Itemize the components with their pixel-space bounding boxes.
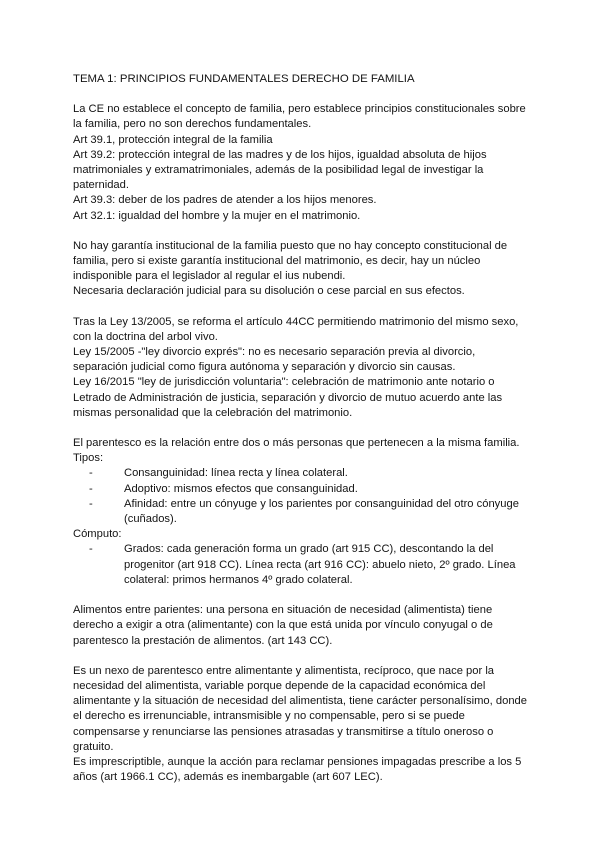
- ley-15-2005-paragraph: Ley 15/2005 -"ley divorcio exprés": no es necesario separación previa al divorcio, separación judicial como figura autónoma y separación y divorcio sin causas.: [73, 346, 476, 374]
- art-39-1-line: Art 39.1, protección integral de la familia: [73, 133, 273, 146]
- list-item: - Adoptivo: mismos efectos que consanguinidad.: [89, 482, 530, 497]
- ley-16-2015-paragraph: Ley 16/2015 "ley de jurisdicción voluntaria": celebración de matrimonio ante notario o Letrado de Administración de justicia, separación y divorcio de mutuo acuerdo ante las mismas personalidad que la celebración del matrimonio.: [73, 376, 503, 419]
- nexo-paragraph: Es un nexo de parentesco entre alimentante y alimentista, recíproco, que nace por la necesidad del alimentista, variable porque depende de la capacidad económica del alimentante y la situación de necesidad del alimentista, tiene carácter personalísimo, donde el derecho es irrenunciable, intransmisible y no compensable, pero si se puede compensarse y renunciarse las pensiones atrasadas y transmitirse a título oneroso o gratuito.: [73, 664, 527, 753]
- computo-label: Cómputo:: [73, 528, 122, 541]
- art-39-3-line: Art 39.3: deber de los padres de atender a los hijos menores.: [73, 194, 377, 207]
- document-title: TEMA 1: PRINCIPIOS FUNDAMENTALES DERECHO DE FAMILIA: [73, 73, 415, 85]
- art-32-1-line: Art 32.1: igualdad del hombre y la mujer en el matrimonio.: [73, 209, 361, 222]
- tipos-label: Tipos:: [73, 452, 104, 465]
- leyes-section: [73, 315, 530, 421]
- nexo-section: [73, 664, 530, 786]
- list-item: - Grados: cada generación forma un grado (art 915 CC), descontando la del progenitor (art 918 CC). Línea recta (art 916 CC): abuelo nieto, 2º grado. Línea colateral: primos hermanos 4º grado colateral.: [89, 542, 530, 588]
- parentesco-section: [73, 436, 530, 588]
- computo-list: [73, 542, 530, 588]
- ley-13-2005-paragraph: Tras la Ley 13/2005, se reforma el artículo 44CC permitiendo matrimonio del mismo sexo, con la doctrina del arbol vivo.: [73, 315, 519, 343]
- list-item: - Afinidad: entre un cónyuge y los parientes por consanguinidad del otro cónyuge (cuñados).: [89, 497, 530, 527]
- intro-paragraph: La CE no establece el concepto de familia, pero establece principios constitucionales sobre la familia, pero no son derechos fundamentales.: [73, 103, 526, 131]
- alimentos-paragraph: Alimentos entre parientes: una persona en situación de necesidad (alimentista) tiene derecho a exigir a otra (alimentante) con la que está unida por vínculo conyugal o de parentesco la prestación de alimentos. (art 143 CC).: [73, 604, 493, 647]
- imprescriptible-paragraph: Es imprescriptible, aunque la acción para reclamar pensiones impagadas prescribe a los 5 años (art 1966.1 CC), además es inembargable (art 607 LEC).: [73, 755, 522, 784]
- alimentos-section: [73, 603, 530, 649]
- list-item: - Consanguinidad: línea recta y línea colateral.: [89, 466, 530, 481]
- intro-section: [73, 102, 530, 224]
- parentesco-intro: El parentesco es la relación entre dos o más personas que pertenecen a la misma familia.: [73, 437, 520, 450]
- garantia-paragraph: No hay garantía institucional de la familia puesto que no hay concepto constitucional de familia, pero si existe garantía institucional del matrimonio, es decir, hay un núcleo indisponible para el legislador al regular el ius nubendi.: [73, 239, 508, 283]
- garantia-section: [73, 239, 530, 300]
- art-39-2-line: Art 39.2: protección integral de las madres y de los hijos, igualdad absoluta de hijos matrimoniales y extramatrimoniales, además de la posibilidad legal de investigar la paternidad.: [73, 148, 487, 192]
- disolucion-line: Necesaria declaración judicial para su disolución o cese parcial en sus efectos.: [73, 285, 465, 298]
- tipos-list: [73, 466, 530, 527]
